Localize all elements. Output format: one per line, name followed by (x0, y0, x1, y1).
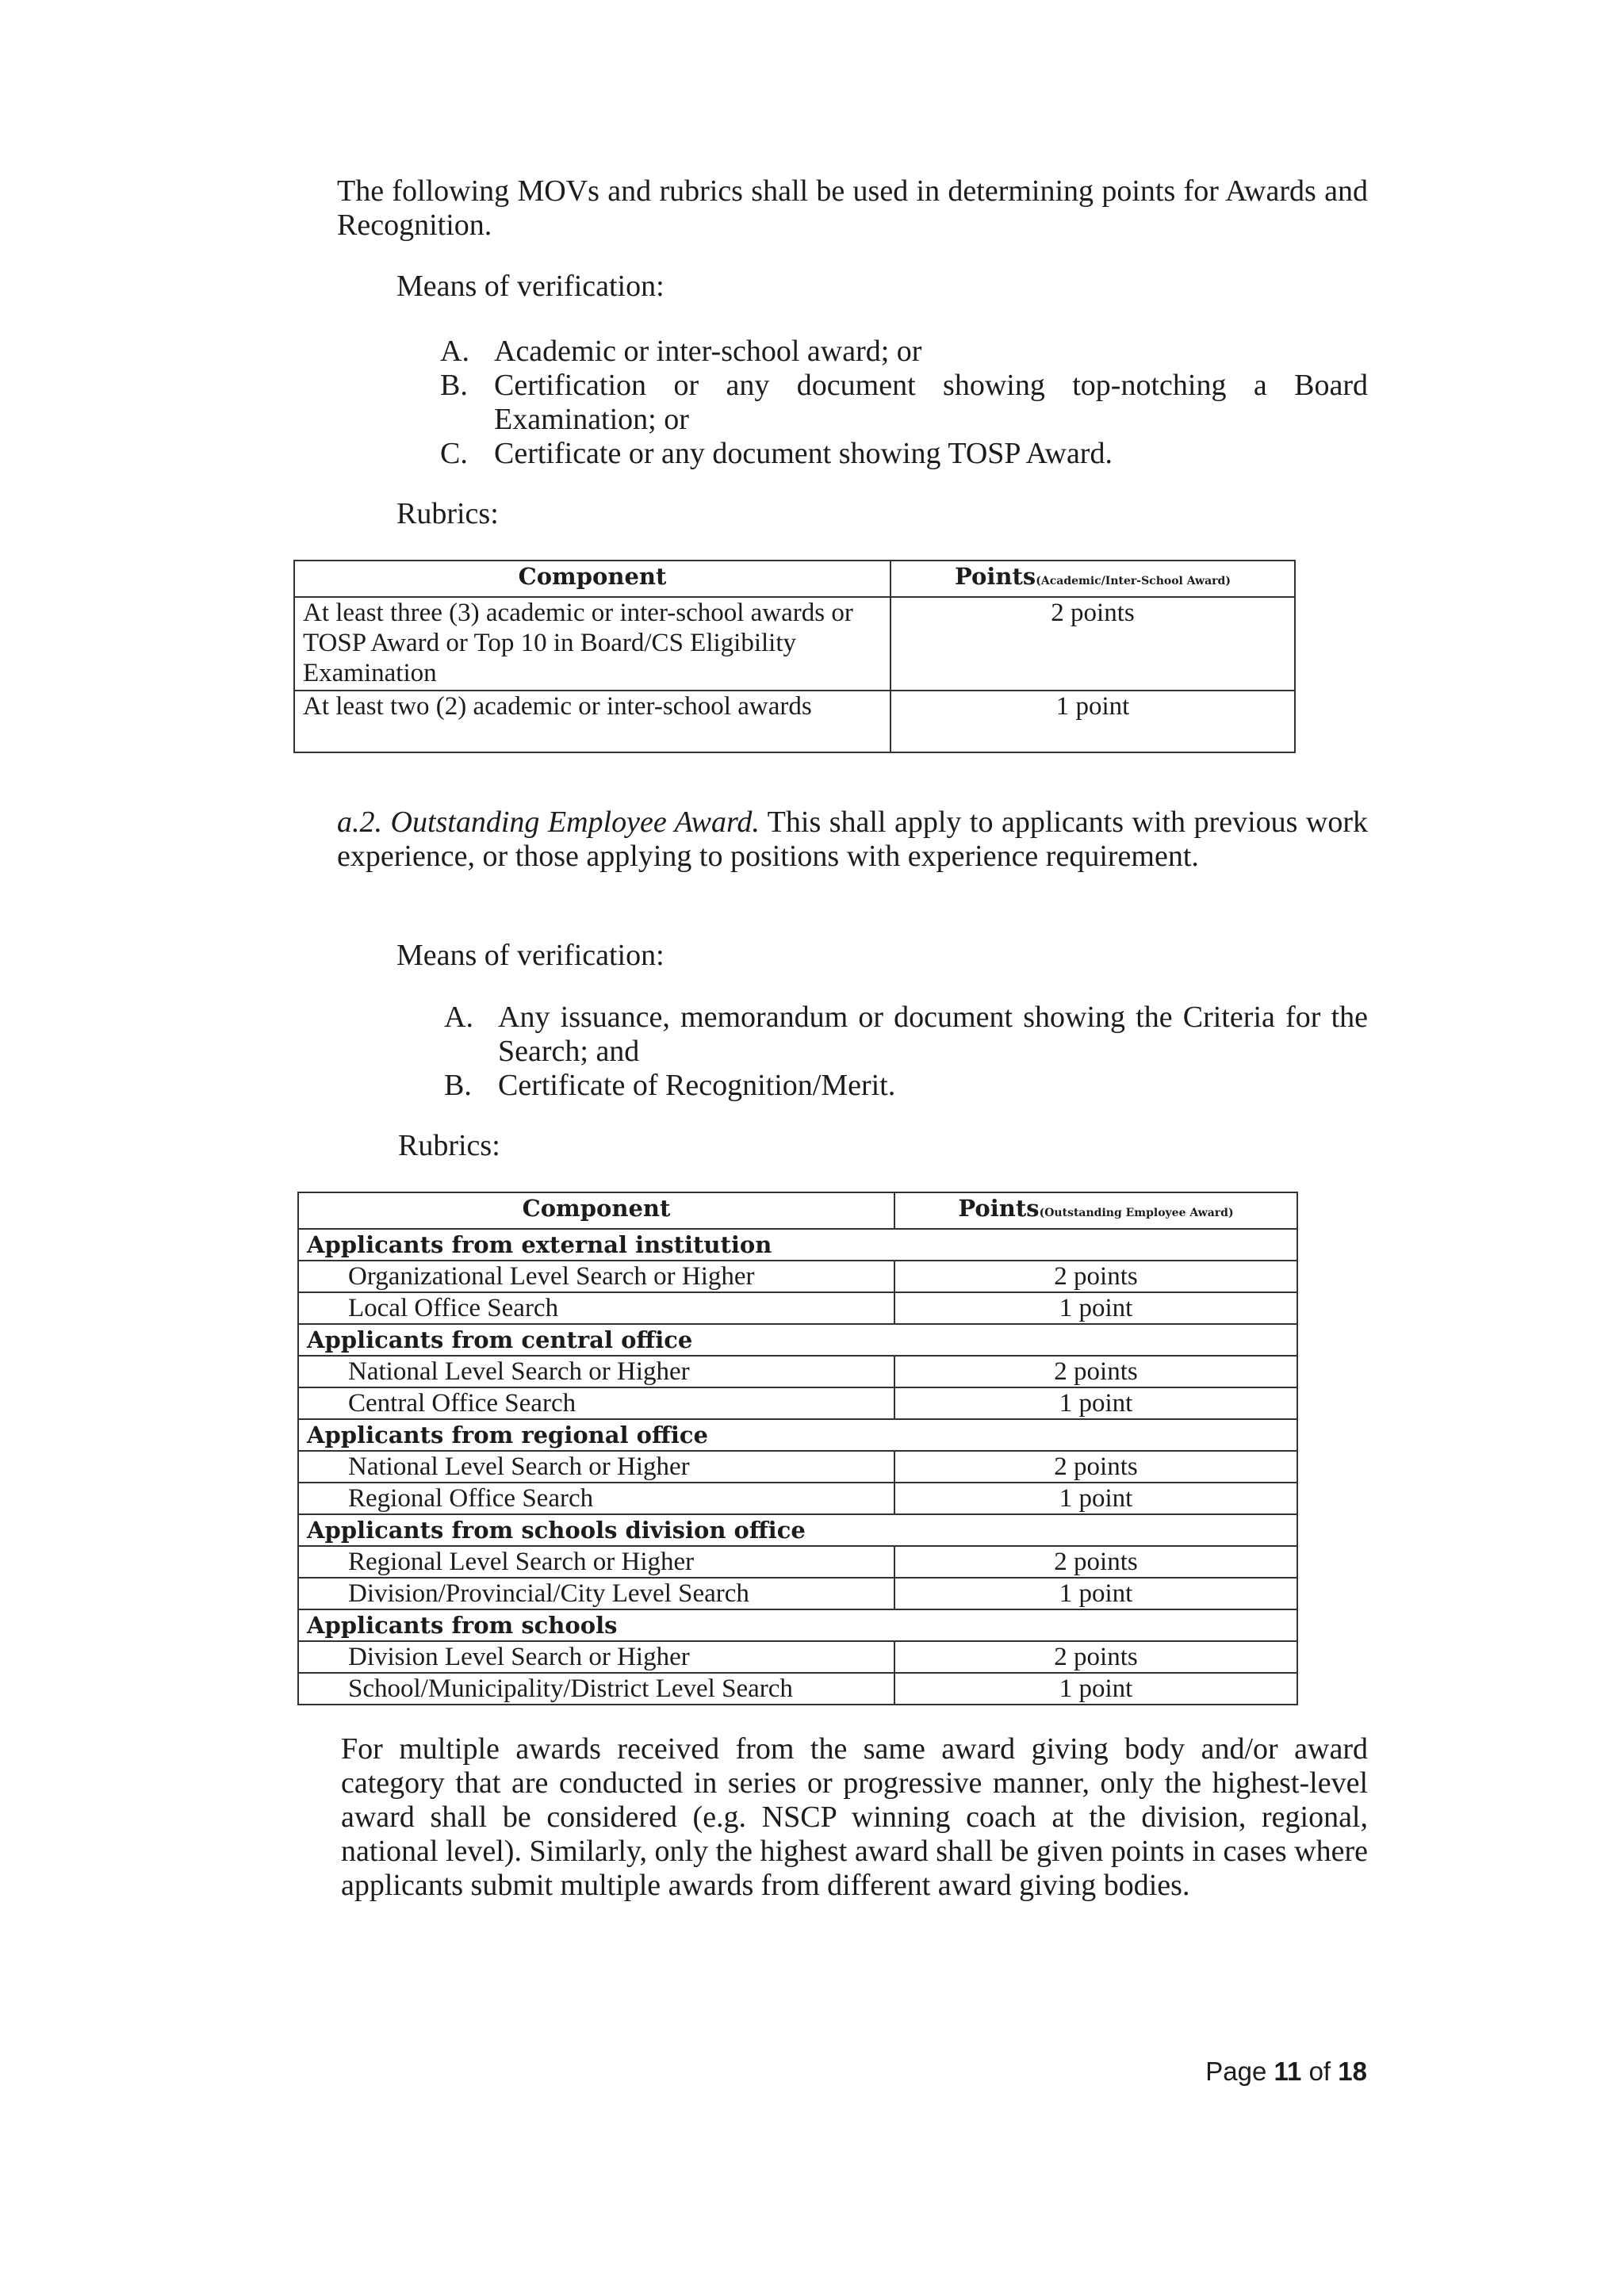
list-marker: C. (440, 437, 468, 470)
mov-heading: Means of verification: (396, 939, 665, 972)
table-row (298, 1356, 1297, 1387)
column-header-points: Points(Outstanding Employee Award) (894, 1192, 1297, 1229)
points-cell: 1 point (894, 1673, 1297, 1705)
list-marker: B. (444, 1069, 472, 1102)
table-row (298, 1292, 1297, 1324)
column-header-points: Points(Academic/Inter-School Award) (891, 561, 1295, 597)
table-row (294, 691, 1295, 752)
list-text: Any issuance, memorandum or document showing the Criteria for the Search; and (498, 1001, 1368, 1068)
component-cell: Division Level Search or Higher (298, 1641, 894, 1673)
group-heading: Applicants from external institution (298, 1229, 1297, 1261)
group-heading: Applicants from schools division office (298, 1514, 1297, 1546)
mov-heading: Means of verification: (396, 270, 665, 303)
list-item (440, 369, 1368, 437)
group-row (298, 1229, 1297, 1261)
group-row (298, 1609, 1297, 1641)
closing-paragraph: For multiple awards received from the same award giving body and/or award category that are conducted in series or progressive manner, only the highest-level award shall be considered (e.g. NSCP winning coach at the division, regional, national level). Similarly, only the highest award shall be given points in cases where applicants submit multiple awards from different award giving bodies. (341, 1732, 1368, 1902)
group-heading: Applicants from schools (298, 1609, 1297, 1641)
table-row (298, 1261, 1297, 1292)
component-cell: National Level Search or Higher (298, 1451, 894, 1483)
table-row (294, 597, 1295, 691)
list-marker: B. (440, 369, 468, 402)
component-cell: National Level Search or Higher (298, 1356, 894, 1387)
table-row (298, 1451, 1297, 1483)
table-row (298, 1483, 1297, 1514)
mov-list (440, 335, 1368, 471)
list-item (440, 335, 1368, 369)
component-cell: Division/Provincial/City Level Search (298, 1578, 894, 1609)
group-heading: Applicants from central office (298, 1324, 1297, 1356)
component-cell: Regional Office Search (298, 1483, 894, 1514)
list-text: Academic or inter-school award; or (494, 335, 922, 368)
points-cell: 1 point (894, 1292, 1297, 1324)
points-cell: 2 points (891, 597, 1295, 691)
points-cell: 2 points (894, 1451, 1297, 1483)
column-header-component: Component (294, 561, 891, 597)
list-marker: A. (444, 1001, 473, 1034)
group-row (298, 1419, 1297, 1451)
points-cell: 2 points (894, 1641, 1297, 1673)
points-cell: 1 point (894, 1483, 1297, 1514)
table-header-row (294, 561, 1295, 597)
points-cell: 1 point (894, 1578, 1297, 1609)
points-cell: 2 points (894, 1546, 1297, 1578)
list-marker: A. (440, 335, 469, 368)
table-row (298, 1641, 1297, 1673)
column-header-component: Component (298, 1192, 894, 1229)
table-row (298, 1387, 1297, 1419)
list-text: Certificate or any document showing TOSP Award. (494, 437, 1113, 470)
rubrics-table-outstanding-employee (297, 1192, 1298, 1705)
component-cell: At least two (2) academic or inter-school awards (294, 691, 891, 752)
section-a2-paragraph (337, 806, 1368, 874)
list-text: Certificate of Recognition/Merit. (498, 1069, 896, 1102)
table-row (298, 1546, 1297, 1578)
section-title: Outstanding Employee Award. (390, 806, 760, 839)
table-row (298, 1578, 1297, 1609)
group-row (298, 1324, 1297, 1356)
list-item (444, 1069, 1368, 1103)
component-cell: Organizational Level Search or Higher (298, 1261, 894, 1292)
rubrics-table-academic (293, 560, 1296, 753)
component-cell: Local Office Search (298, 1292, 894, 1324)
points-cell: 1 point (891, 691, 1295, 752)
points-cell: 1 point (894, 1387, 1297, 1419)
table-row (298, 1673, 1297, 1705)
component-cell: Central Office Search (298, 1387, 894, 1419)
mov-list (444, 1001, 1368, 1103)
page-number: Page 11 of 18 (1205, 2057, 1367, 2086)
list-text: Certification or any document showing top-notching a Board Examination; or (494, 369, 1368, 436)
component-cell: At least three (3) academic or inter-school awards or TOSP Award or Top 10 in Board/CS Eligibility Examination (294, 597, 891, 691)
points-cell: 2 points (894, 1261, 1297, 1292)
section-description: This shall apply to applicants with previous work experience, or those applying to positions with experience requirement. (337, 806, 1369, 873)
list-item (444, 1001, 1368, 1069)
points-cell: 2 points (894, 1356, 1297, 1387)
section-label: a.2. (337, 806, 382, 839)
component-cell: Regional Level Search or Higher (298, 1546, 894, 1578)
group-heading: Applicants from regional office (298, 1419, 1297, 1451)
intro-paragraph: The following MOVs and rubrics shall be used in determining points for Awards and Recognition. (337, 174, 1368, 242)
list-item (440, 437, 1368, 471)
rubrics-heading: Rubrics: (398, 1129, 500, 1162)
group-row (298, 1514, 1297, 1546)
rubrics-heading: Rubrics: (396, 497, 499, 530)
component-cell: School/Municipality/District Level Search (298, 1673, 894, 1705)
table-header-row (298, 1192, 1297, 1229)
